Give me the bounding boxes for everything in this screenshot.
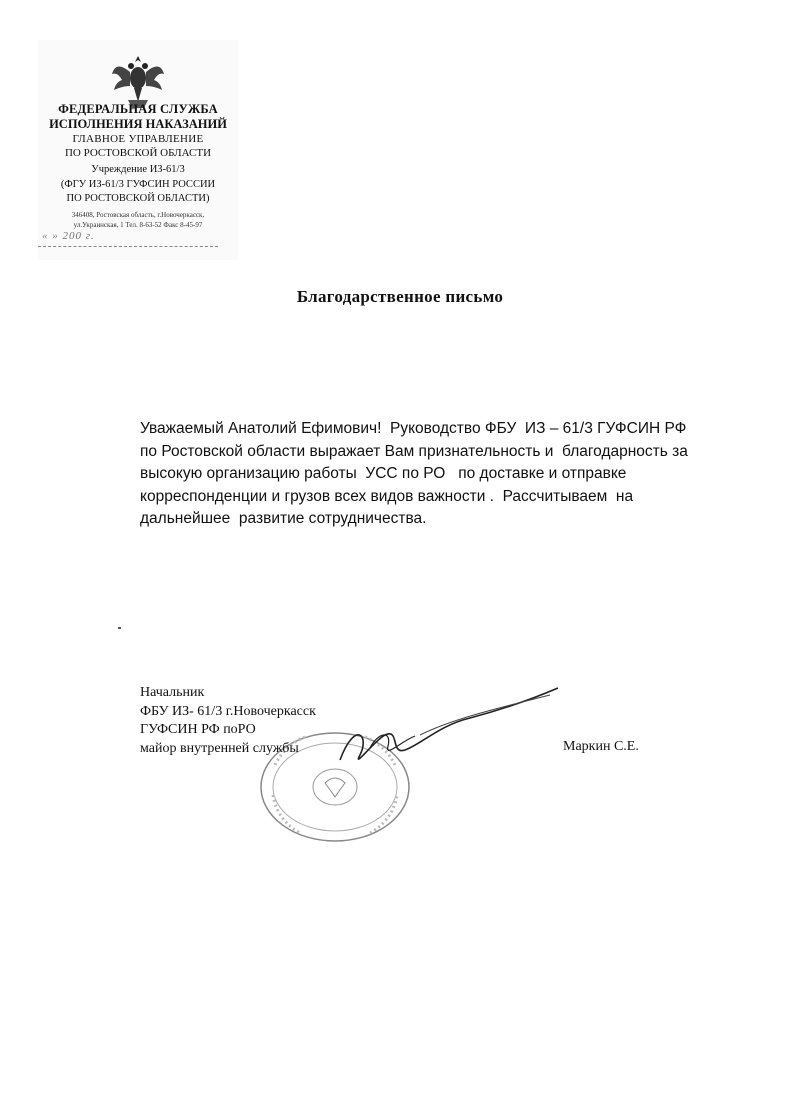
body-line: дальнейшее развитие сотрудничества. xyxy=(140,510,427,527)
signer-org2: ГУФСИН РФ поРО xyxy=(140,722,256,737)
letterhead-address-line2: ул.Украинская, 1 Тел. 8-63-52 Факс 8-45-97 xyxy=(73,221,203,229)
body-line: корреспонденции и грузов всех видов важности . Рассчитываем на xyxy=(140,487,634,505)
handwritten-signature-icon xyxy=(330,680,560,780)
letterhead-abbr-line1: (ФГУ ИЗ-61/3 ГУФСИН РОССИИ xyxy=(60,179,216,190)
signer-org: ФБУ ИЗ- 61/3 г.Новочеркасск xyxy=(140,703,316,719)
body-line: Уважаемый Анатолий Ефимович! Руководство ФБУ ИЗ – 61/3 ГУФСИН РФ xyxy=(140,420,687,437)
body-line: по Ростовской области выражает Вам признательность и благодарность за xyxy=(140,442,688,460)
body-line: высокую организацию работы УСС по РО по доставке и отправке xyxy=(140,465,627,482)
letterhead-abbr-line2: ПО РОСТОВСКОЙ ОБЛАСТИ) xyxy=(66,193,210,204)
letterhead-address-line1: 346408, Ростовская область, г.Новочеркасск, xyxy=(71,211,205,219)
signature-block xyxy=(140,684,316,758)
letterhead-institution: Учреждение ИЗ-61/3 xyxy=(91,164,185,175)
letterhead-date-line: « » 200 г. xyxy=(42,230,95,242)
letterhead-divider xyxy=(38,246,218,247)
letterhead-org-line1: ФЕДЕРАЛЬНАЯ СЛУЖБА xyxy=(58,102,218,116)
letter-body xyxy=(140,418,740,531)
signer-position: Начальник xyxy=(140,685,205,700)
letterhead-dept-line2: ПО РОСТОВСКОЙ ОБЛАСТИ xyxy=(64,147,212,159)
document-title: Благодарственное письмо xyxy=(296,287,504,306)
letterhead-org-line2: ИСПОЛНЕНИЯ НАКАЗАНИЙ xyxy=(49,117,227,131)
scan-speck xyxy=(118,627,121,629)
signer-name: Маркин С.Е. xyxy=(563,739,639,754)
signer-rank: майор внутренней службы xyxy=(140,740,299,756)
letterhead-stamp xyxy=(38,40,238,260)
letterhead-dept-line1: ГЛАВНОЕ УПРАВЛЕНИЕ xyxy=(72,133,204,145)
